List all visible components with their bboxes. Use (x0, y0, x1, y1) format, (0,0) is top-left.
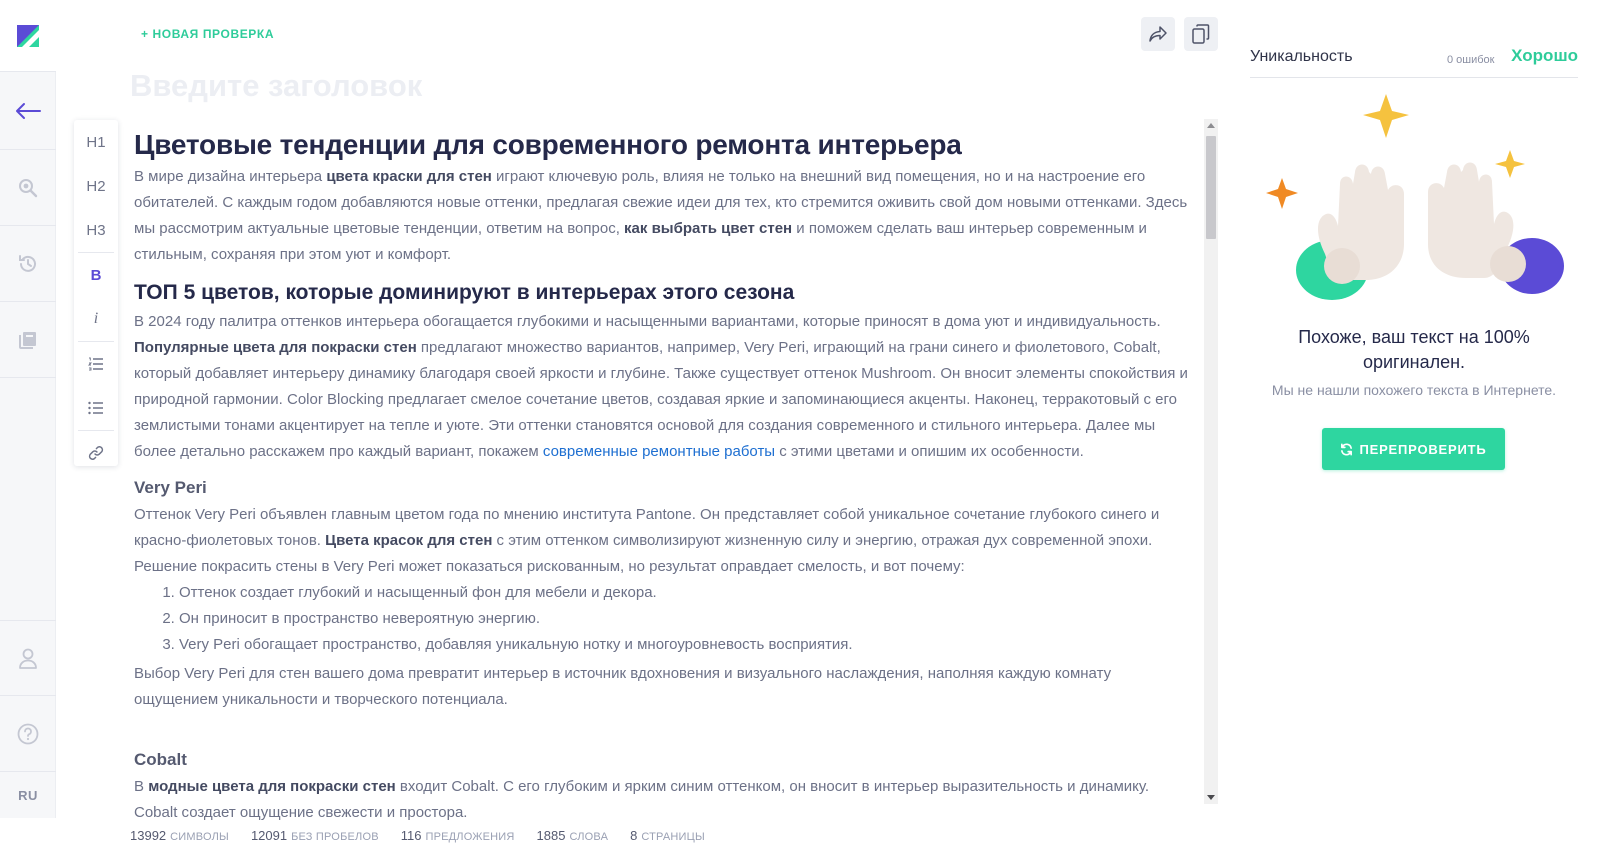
doc-text: играют ключевую роль, влияя не только на внешний вид помещения, но и на настроение его обитателей. С каждым годом добавляются новые оттенки, предлагая свежие идеи для тех, кто стремится оживить свой дом новыми оттенками. Здесь мы рассмотрим актуальные цветовые тенденции, ответим на вопрос, (134, 168, 1188, 237)
list-item: 3. Very Peri обогащает пространство, добавляя уникальную нотку и многоуровневость восприятия. (179, 632, 1192, 658)
stat-words (537, 828, 609, 843)
user-icon (18, 647, 38, 669)
scrollbar-thumb[interactable] (1206, 136, 1216, 239)
history-button[interactable] (0, 226, 56, 302)
doc-paragraph: Выбор Very Peri для стен вашего дома превратит интерьер в источник вдохновения и визуального наслаждения, наполняя каждую комнату ощущением уникальности и творческого потенциала. (134, 665, 1112, 708)
stat-value: 8 (630, 828, 638, 843)
numbered-list-button[interactable] (74, 342, 118, 386)
library-icon (19, 331, 37, 349)
scroll-up-arrow[interactable] (1207, 123, 1215, 128)
error-count: 0 ошибок (1447, 54, 1495, 66)
logo-icon (17, 25, 39, 47)
doc-text: В 2024 году палитра оттенков интерьера обогащается глубокими и насыщенными вариантами, которые приносят в дома уют и индивидуальность. (134, 313, 1161, 330)
scroll-down-arrow[interactable] (1207, 795, 1215, 800)
doc-numbered-list (134, 580, 1192, 658)
back-button[interactable] (0, 72, 56, 150)
stat-value: 1885 (536, 828, 566, 843)
stat-value: 116 (400, 828, 422, 843)
doc-paragraph (134, 502, 1192, 580)
doc-text: предлагают множество вариантов, например, Very Peri, играющий на грани синего и фиолетового, Cobalt, который добавляет интерьеру динамику благодаря своей яркости и глубине. Также существует оттенок Mushroom. Он вносит элементы спокойствия и природной гармонии. Color Blocking предлагает смелое сочетание цветов, создавая яркие и запоминающиеся акценты. Наконец, терракотовый с его землистыми тонами акцентирует на тепле и уюте. Эти оттенки становятся основой для создания современного и стильного интерьера. Далее мы более детально расскажем про каждый вариант, покажем (134, 339, 1188, 460)
profile-button[interactable] (0, 620, 56, 696)
editor-scrollbar[interactable] (1204, 119, 1218, 804)
copy-button[interactable] (1184, 17, 1218, 51)
list-item: 1. Оттенок создает глубокий и насыщенный фон для мебели и декора. (179, 580, 1192, 606)
doc-link[interactable]: современные ремонтные работы (542, 443, 776, 460)
doc-text: Оттенок Very Peri объявлен главным цветом года по мнению института Pantone. Он представляет собой уникальное сочетание глубокого синего и красно-фиолетовых тонов. (134, 506, 1160, 549)
status-badge: Хорошо (1511, 46, 1578, 65)
history-icon (18, 254, 38, 274)
stat-value: 12091 (250, 828, 288, 843)
doc-text: В мире дизайна интерьера (134, 168, 327, 185)
stat-no-spaces (251, 828, 379, 843)
link-button[interactable] (74, 431, 118, 475)
logo[interactable] (0, 0, 56, 72)
title-input[interactable] (130, 64, 890, 108)
high-five-illustration (1270, 94, 1580, 314)
results-panel (1250, 40, 1578, 457)
doc-text: и поможем сделать ваш интерьер современным и стильным, сохраняя при этом уют и комфорт. (134, 220, 1147, 263)
doc-bold-text: Популярные цвета для покраски стен (134, 339, 417, 356)
share-icon (1148, 25, 1168, 43)
recheck-button[interactable] (1322, 428, 1505, 470)
doc-heading-2: ТОП 5 цветов, которые доминируют в интерьерах этого сезона (134, 281, 795, 304)
heading-3-button[interactable]: H3 (86, 221, 106, 239)
arrow-left-icon (15, 102, 41, 120)
doc-bold-text: модные цвета для покраски стен (148, 778, 396, 795)
doc-paragraph (134, 774, 1192, 826)
stat-label: ПРЕДЛОЖЕНИЯ (425, 831, 515, 843)
heading-2-button[interactable]: H2 (86, 177, 106, 195)
doc-text: В (134, 778, 149, 795)
stat-label: СИМВОЛЫ (170, 831, 229, 843)
document-content[interactable] (126, 129, 1200, 826)
new-check-button[interactable]: + НОВАЯ ПРОВЕРКА (141, 27, 275, 41)
document-stats (130, 828, 705, 843)
library-button[interactable] (0, 302, 56, 378)
bulleted-list-icon (88, 401, 104, 415)
copy-icon (1192, 24, 1210, 44)
editor-area[interactable] (126, 119, 1202, 821)
doc-text: входит Cobalt. С его глубоким и ярким синим оттенком, он вносит в интерьер выразительность и динамику. Cobalt создает ощущение свежести и простора. (134, 778, 1150, 821)
list-item: 2. Он приносит в пространство невероятную энергию. (179, 606, 1192, 632)
stat-value: 13992 (130, 828, 167, 843)
refresh-icon (1340, 443, 1353, 456)
stat-sentences (401, 828, 515, 843)
search-icon (18, 178, 38, 198)
format-toolbar (74, 120, 118, 466)
result-subtitle: Мы не нашли похожего текста в Интернете. (1271, 382, 1557, 398)
heading-1-button[interactable]: H1 (86, 133, 106, 151)
doc-heading-3: Cobalt (134, 750, 187, 769)
doc-heading-3: Very Peri (134, 478, 207, 497)
language-switch[interactable]: RU (18, 787, 38, 803)
doc-text: с этими цветами и опишим их особенности. (775, 443, 1084, 460)
empty-line (134, 713, 1192, 749)
numbered-list-icon (88, 357, 104, 371)
help-button[interactable] (0, 696, 56, 772)
stat-label: БЕЗ ПРОБЕЛОВ (291, 831, 379, 843)
stat-pages (630, 828, 705, 843)
doc-text: с этим оттенком символизируют жизненную силу и энергию, отражая дух современной эпохи. Решение покрасить стены в Very Peri может показаться рискованным, но результат оправдает смелость, и вот почему: (134, 532, 1153, 575)
stat-label: СТРАНИЦЫ (641, 831, 705, 843)
nav-rail (0, 0, 56, 818)
bulleted-list-button[interactable] (74, 386, 118, 430)
uniqueness-tab[interactable] (1250, 40, 1578, 78)
link-icon (88, 445, 104, 461)
share-button[interactable] (1141, 17, 1175, 51)
doc-paragraph (134, 309, 1192, 465)
doc-bold-text: Цвета красок для стен (325, 532, 493, 549)
doc-bold-text: цвета краски для стен (326, 168, 492, 185)
italic-button[interactable]: i (93, 310, 99, 327)
bold-button[interactable]: B (90, 266, 102, 284)
result-title: Похоже, ваш текст на 100% оригинален. (1298, 327, 1530, 372)
help-icon (17, 723, 39, 745)
check-search-button[interactable] (0, 150, 56, 226)
doc-paragraph (134, 164, 1192, 268)
doc-bold-text: как выбрать цвет стен (624, 220, 793, 237)
recheck-label: ПЕРЕПРОВЕРИТЬ (1359, 441, 1487, 457)
tab-uniqueness-label: Уникальность (1250, 48, 1353, 65)
stat-label: СЛОВА (569, 831, 609, 843)
stat-characters (130, 828, 229, 843)
doc-heading-1: Цветовые тенденции для современного ремонта интерьера (134, 129, 962, 160)
